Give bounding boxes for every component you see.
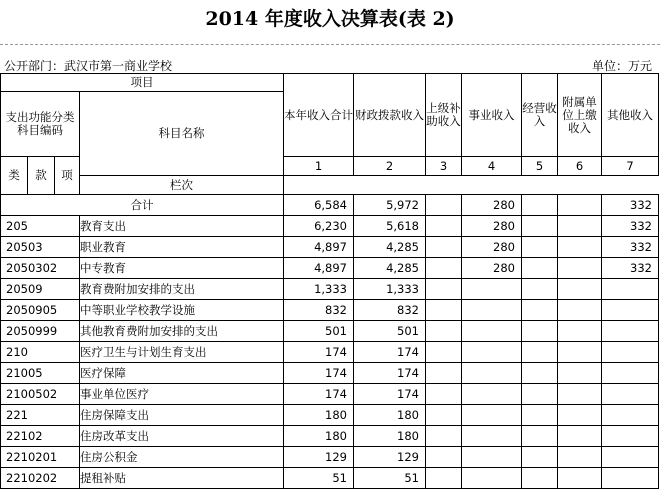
row-subject-name: 提租补贴	[80, 468, 284, 489]
row-value	[558, 342, 602, 363]
row-value	[426, 447, 462, 468]
row-value	[558, 321, 602, 342]
col-label-header: 栏次	[80, 176, 284, 195]
row-value	[426, 405, 462, 426]
row-value	[462, 279, 522, 300]
row-value: 4,285	[354, 258, 426, 279]
row-value: 1,333	[284, 279, 354, 300]
row-value: 280	[462, 216, 522, 237]
row-value	[426, 300, 462, 321]
row-value	[462, 426, 522, 447]
row-value	[522, 447, 558, 468]
row-value	[602, 468, 659, 489]
row-value: 4,285	[354, 237, 426, 258]
table-row	[1, 300, 659, 321]
row-value	[522, 468, 558, 489]
row-value	[462, 321, 522, 342]
row-value: 332	[602, 216, 659, 237]
table-row	[1, 237, 659, 258]
table-row	[1, 447, 659, 468]
func-code-header: 支出功能分类科目编码	[1, 92, 80, 157]
row-value: 174	[354, 384, 426, 405]
total-row	[1, 195, 659, 216]
row-subject-name: 教育费附加安排的支出	[80, 279, 284, 300]
col-num-6: 6	[558, 157, 602, 176]
total-value	[558, 195, 602, 216]
row-value	[426, 384, 462, 405]
col-header-5: 经营收入	[522, 74, 558, 157]
row-value	[522, 384, 558, 405]
col-header-1: 本年收入合计	[284, 74, 354, 157]
row-value	[426, 216, 462, 237]
row-value	[558, 447, 602, 468]
row-value	[558, 258, 602, 279]
row-value	[558, 216, 602, 237]
row-value: 4,897	[284, 237, 354, 258]
total-value: 280	[462, 195, 522, 216]
row-code: 20503	[1, 237, 80, 258]
row-value	[426, 426, 462, 447]
row-subject-name: 其他教育费附加安排的支出	[80, 321, 284, 342]
row-value: 129	[284, 447, 354, 468]
row-value: 501	[284, 321, 354, 342]
row-value: 180	[354, 426, 426, 447]
table-row	[1, 321, 659, 342]
row-value: 180	[354, 405, 426, 426]
col-num-5: 5	[522, 157, 558, 176]
row-value	[558, 300, 602, 321]
row-subject-name: 医疗卫生与计划生育支出	[80, 342, 284, 363]
row-value	[462, 300, 522, 321]
row-code: 21005	[1, 363, 80, 384]
row-value	[602, 426, 659, 447]
row-value: 832	[284, 300, 354, 321]
table-row	[1, 279, 659, 300]
row-code: 2050302	[1, 258, 80, 279]
row-value	[522, 300, 558, 321]
row-subject-name: 中专教育	[80, 258, 284, 279]
row-value	[558, 279, 602, 300]
col-num-2: 2	[354, 157, 426, 176]
row-value	[558, 363, 602, 384]
row-value	[522, 363, 558, 384]
row-value: 1,333	[354, 279, 426, 300]
row-value	[426, 363, 462, 384]
kuan-header: 款	[28, 157, 55, 195]
row-code: 2210202	[1, 468, 80, 489]
row-value	[558, 426, 602, 447]
col-num-1: 1	[284, 157, 354, 176]
row-value	[558, 237, 602, 258]
row-value	[558, 468, 602, 489]
col-header-6: 附属单位上缴收入	[558, 74, 602, 157]
total-value: 332	[602, 195, 659, 216]
row-value: 174	[284, 342, 354, 363]
row-value: 6,230	[284, 216, 354, 237]
department-label: 公开部门：武汉市第一商业学校	[4, 59, 173, 73]
row-code: 205	[1, 216, 80, 237]
row-value	[522, 216, 558, 237]
row-value	[558, 384, 602, 405]
row-value	[522, 279, 558, 300]
row-subject-name: 职业教育	[80, 237, 284, 258]
row-code: 22102	[1, 426, 80, 447]
row-value: 51	[354, 468, 426, 489]
subject-name-header: 科目名称	[80, 92, 284, 176]
table-row	[1, 405, 659, 426]
row-value: 174	[354, 342, 426, 363]
row-value: 174	[354, 363, 426, 384]
row-value	[602, 342, 659, 363]
table-row	[1, 426, 659, 447]
row-value: 5,618	[354, 216, 426, 237]
project-header: 项目	[1, 74, 284, 92]
row-value: 174	[284, 363, 354, 384]
table-row	[1, 363, 659, 384]
unit-label: 单位：万元	[591, 59, 652, 73]
row-value	[426, 237, 462, 258]
xiang-header: 项	[55, 157, 80, 195]
row-value	[522, 405, 558, 426]
col-header-3: 上级补助收入	[426, 74, 462, 157]
row-subject-name: 住房公积金	[80, 447, 284, 468]
row-value	[462, 363, 522, 384]
total-label: 合计	[1, 195, 284, 216]
row-subject-name: 事业单位医疗	[80, 384, 284, 405]
table-row	[1, 468, 659, 489]
row-value	[602, 279, 659, 300]
row-value	[522, 321, 558, 342]
row-value	[426, 321, 462, 342]
row-code: 2100502	[1, 384, 80, 405]
row-subject-name: 住房保障支出	[80, 405, 284, 426]
col-num-3: 3	[426, 157, 462, 176]
row-value	[602, 321, 659, 342]
row-subject-name: 住房改革支出	[80, 426, 284, 447]
row-value	[426, 279, 462, 300]
row-value	[462, 405, 522, 426]
row-value	[602, 447, 659, 468]
row-value: 180	[284, 426, 354, 447]
row-value	[602, 363, 659, 384]
row-value: 4,897	[284, 258, 354, 279]
table-body	[1, 216, 659, 489]
row-value	[602, 300, 659, 321]
row-value	[426, 468, 462, 489]
row-code: 2210201	[1, 447, 80, 468]
row-value: 280	[462, 237, 522, 258]
title-separator	[0, 44, 660, 45]
row-value: 332	[602, 237, 659, 258]
col-header-2: 财政拨款收入	[354, 74, 426, 157]
row-value: 180	[284, 405, 354, 426]
row-value	[558, 405, 602, 426]
row-value	[462, 468, 522, 489]
table-row	[1, 384, 659, 405]
table-row	[1, 258, 659, 279]
row-code: 2050905	[1, 300, 80, 321]
row-value	[462, 342, 522, 363]
row-value	[522, 426, 558, 447]
lei-header: 类	[1, 157, 28, 195]
total-value	[522, 195, 558, 216]
table-row	[1, 216, 659, 237]
row-value	[602, 405, 659, 426]
row-value: 501	[354, 321, 426, 342]
row-value	[522, 237, 558, 258]
row-code: 2050999	[1, 321, 80, 342]
row-value: 51	[284, 468, 354, 489]
row-subject-name: 中等职业学校教学设施	[80, 300, 284, 321]
row-value: 280	[462, 258, 522, 279]
total-value: 6,584	[284, 195, 354, 216]
row-value	[426, 342, 462, 363]
total-value: 5,972	[354, 195, 426, 216]
col-header-4: 事业收入	[462, 74, 522, 157]
row-value	[426, 258, 462, 279]
table-row	[1, 342, 659, 363]
total-value	[426, 195, 462, 216]
row-subject-name: 教育支出	[80, 216, 284, 237]
income-table	[0, 73, 659, 489]
row-value	[462, 384, 522, 405]
row-value	[602, 384, 659, 405]
col-num-4: 4	[462, 157, 522, 176]
row-code: 210	[1, 342, 80, 363]
row-value	[522, 342, 558, 363]
row-value: 832	[354, 300, 426, 321]
row-value: 332	[602, 258, 659, 279]
row-code: 20509	[1, 279, 80, 300]
row-value	[522, 258, 558, 279]
col-header-7: 其他收入	[602, 74, 659, 157]
col-num-7: 7	[602, 157, 659, 176]
report-title: 2014 年度收入决算表(表 2)	[205, 8, 455, 30]
row-value	[462, 447, 522, 468]
row-subject-name: 医疗保障	[80, 363, 284, 384]
row-value: 174	[284, 384, 354, 405]
row-value: 129	[354, 447, 426, 468]
row-code: 221	[1, 405, 80, 426]
